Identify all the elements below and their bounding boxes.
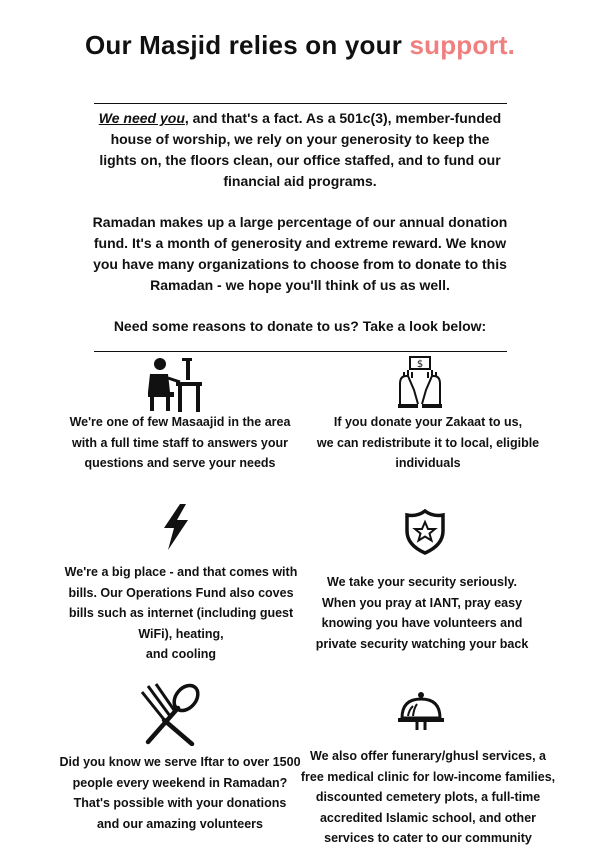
office-worker-icon [144, 354, 206, 414]
reason-bills-body: We're a big place - and that comes with bills. Our Operations Fund also coves bills such as internet (including guest WiFi), heating, [64, 565, 298, 641]
divider-top [94, 103, 507, 104]
title-accent: support. [409, 30, 516, 60]
reason-staff-text: We're one of few Masaajid in the area with a full time staff to answers your questions and serve your needs [69, 415, 291, 470]
reason-iftar-body: Did you know we serve Iftar to over 1500 people every weekend in Ramadan? That's possible with your donations [59, 755, 301, 810]
fork-spoon-icon [140, 682, 204, 746]
service-cloche-icon [397, 690, 445, 732]
reason-iftar-last: and our amazing volunteers [96, 816, 263, 831]
zakat-hands-icon [394, 354, 446, 410]
intro-paragraph-1 [90, 108, 510, 192]
svg-text:$: $ [416, 359, 424, 370]
intro-p1-text: , and that's a fact. As a 501c(3), member-funded house of worship, we rely on your generosity to keep the lights on, the floors clean, our office staffed, and to fund our financial aid programs. [99, 110, 502, 189]
intro-paragraph-3: Need some reasons to donate to us? Take a look below: [113, 318, 487, 334]
lightning-icon [160, 504, 192, 550]
reason-zakat-line-2: we can redistribute it to local, eligible individuals [316, 435, 540, 470]
reason-bills-text [62, 562, 300, 665]
reason-security-text: We take your security seriously. When you pray at IANT, pray easy knowing you have volunteers and private security watching your back [315, 575, 529, 651]
intro-paragraph-2: Ramadan makes up a large percentage of our annual donation fund. It's a month of generosity and extreme reward. We know you have many organizations to choose from to donate to this Ramadan - we hope you'll think of us as well. [92, 214, 508, 293]
police-badge-icon [404, 509, 446, 555]
we-need-you-emphasis: We need you [98, 110, 185, 126]
reason-services-text: We also offer funerary/ghusl services, a free medical clinic for low-income families, discounted cemetery plots, a full-time accredited Islamic school, and other services to cater to our community [300, 749, 556, 845]
reason-bills-last: and cooling [145, 647, 217, 661]
reason-zakat-line-1: If you donate your Zakaat to us, [333, 415, 523, 429]
divider-bottom [94, 351, 507, 352]
reason-iftar-text [56, 752, 304, 834]
title-main: Our Masjid relies on your [84, 30, 403, 60]
reason-zakat-text [300, 412, 556, 474]
page-title [0, 30, 600, 61]
